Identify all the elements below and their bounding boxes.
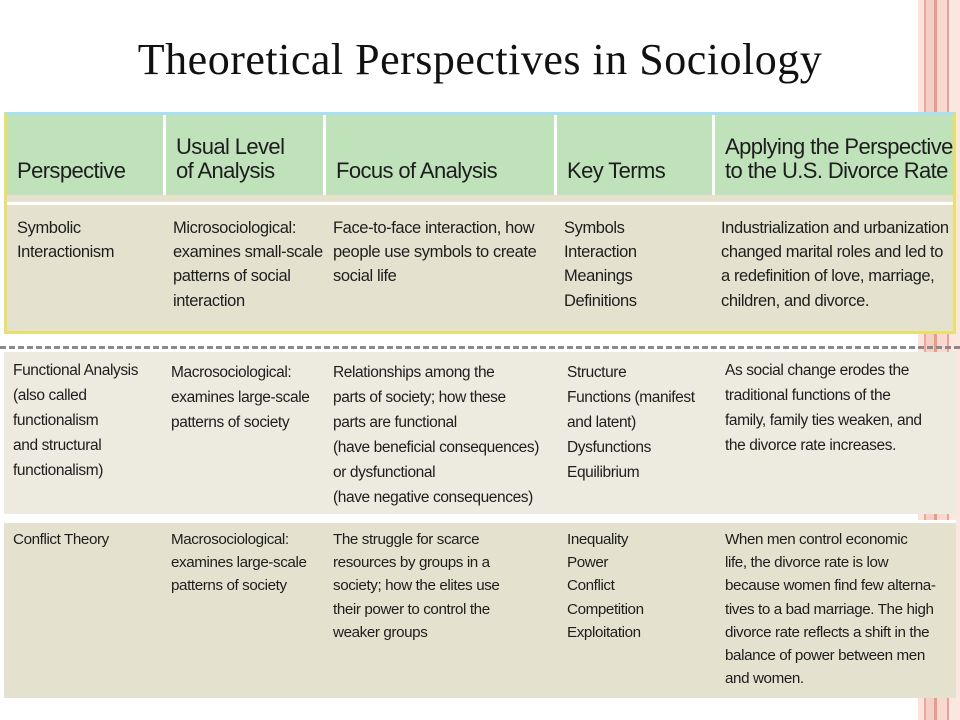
row-symbolic-applying: Industrialization and urbanization changed marital roles and led to a redefinition of love, marriage, children, and divorce. [721, 219, 949, 310]
header-focus: Focus of Analysis [326, 115, 554, 195]
row-functional-focus: Relationships among the parts of society; how these parts are functional (have beneficial consequences) or dysfunctional (have negative consequences) [333, 364, 539, 506]
row-conflict-perspective: Conflict Theory [13, 531, 109, 548]
table-header [7, 115, 953, 195]
table-block-header-symbolic [4, 112, 956, 334]
row-conflict-terms: Inequality Power Conflict Competition Exploitation [567, 531, 644, 641]
row-functional-applying: As social change erodes the traditional functions of the family, family ties weaken, and the divorce rate increases. [725, 362, 922, 454]
row-symbolic-focus: Face-to-face interaction, how people use symbols to create social life [333, 219, 537, 286]
row-symbolic-perspective: Symbolic Interactionism [17, 219, 115, 262]
table-row-functional [4, 352, 956, 514]
row-conflict-focus: The struggle for scarce resources by groups in a society; how the elites use their power to control the weaker groups [333, 531, 500, 641]
header-applying: Applying the Perspective to the U.S. Divorce Rate [715, 115, 953, 195]
dashed-divider [0, 346, 960, 349]
row-conflict-level: Macrosociological: examines large-scale patterns of society [171, 531, 307, 595]
row-symbolic-terms: Symbols Interaction Meanings Definitions [564, 219, 637, 310]
row-functional-level: Macrosociological: examines large-scale patterns of society [171, 364, 310, 431]
table-row-conflict [4, 520, 956, 698]
row-functional-terms: Structure Functions (manifest and latent) Dysfunctions Equilibrium [567, 364, 695, 481]
header-perspective: Perspective [7, 115, 163, 195]
header-key-terms: Key Terms [557, 115, 712, 195]
row-symbolic-level: Microsociological: examines small-scale patterns of social interaction [173, 219, 323, 310]
page-title: Theoretical Perspectives in Sociology [137, 35, 823, 84]
header-level: Usual Level of Analysis [166, 115, 323, 195]
row-conflict-applying: When men control economic life, the divorce rate is low because women find few alterna- tives to a bad marriage. The high divorce rate reflects a shift in the balance of power between men and women. [725, 531, 936, 688]
row-functional-perspective: Functional Analysis (also called functionalism and structural functionalism) [13, 362, 139, 479]
